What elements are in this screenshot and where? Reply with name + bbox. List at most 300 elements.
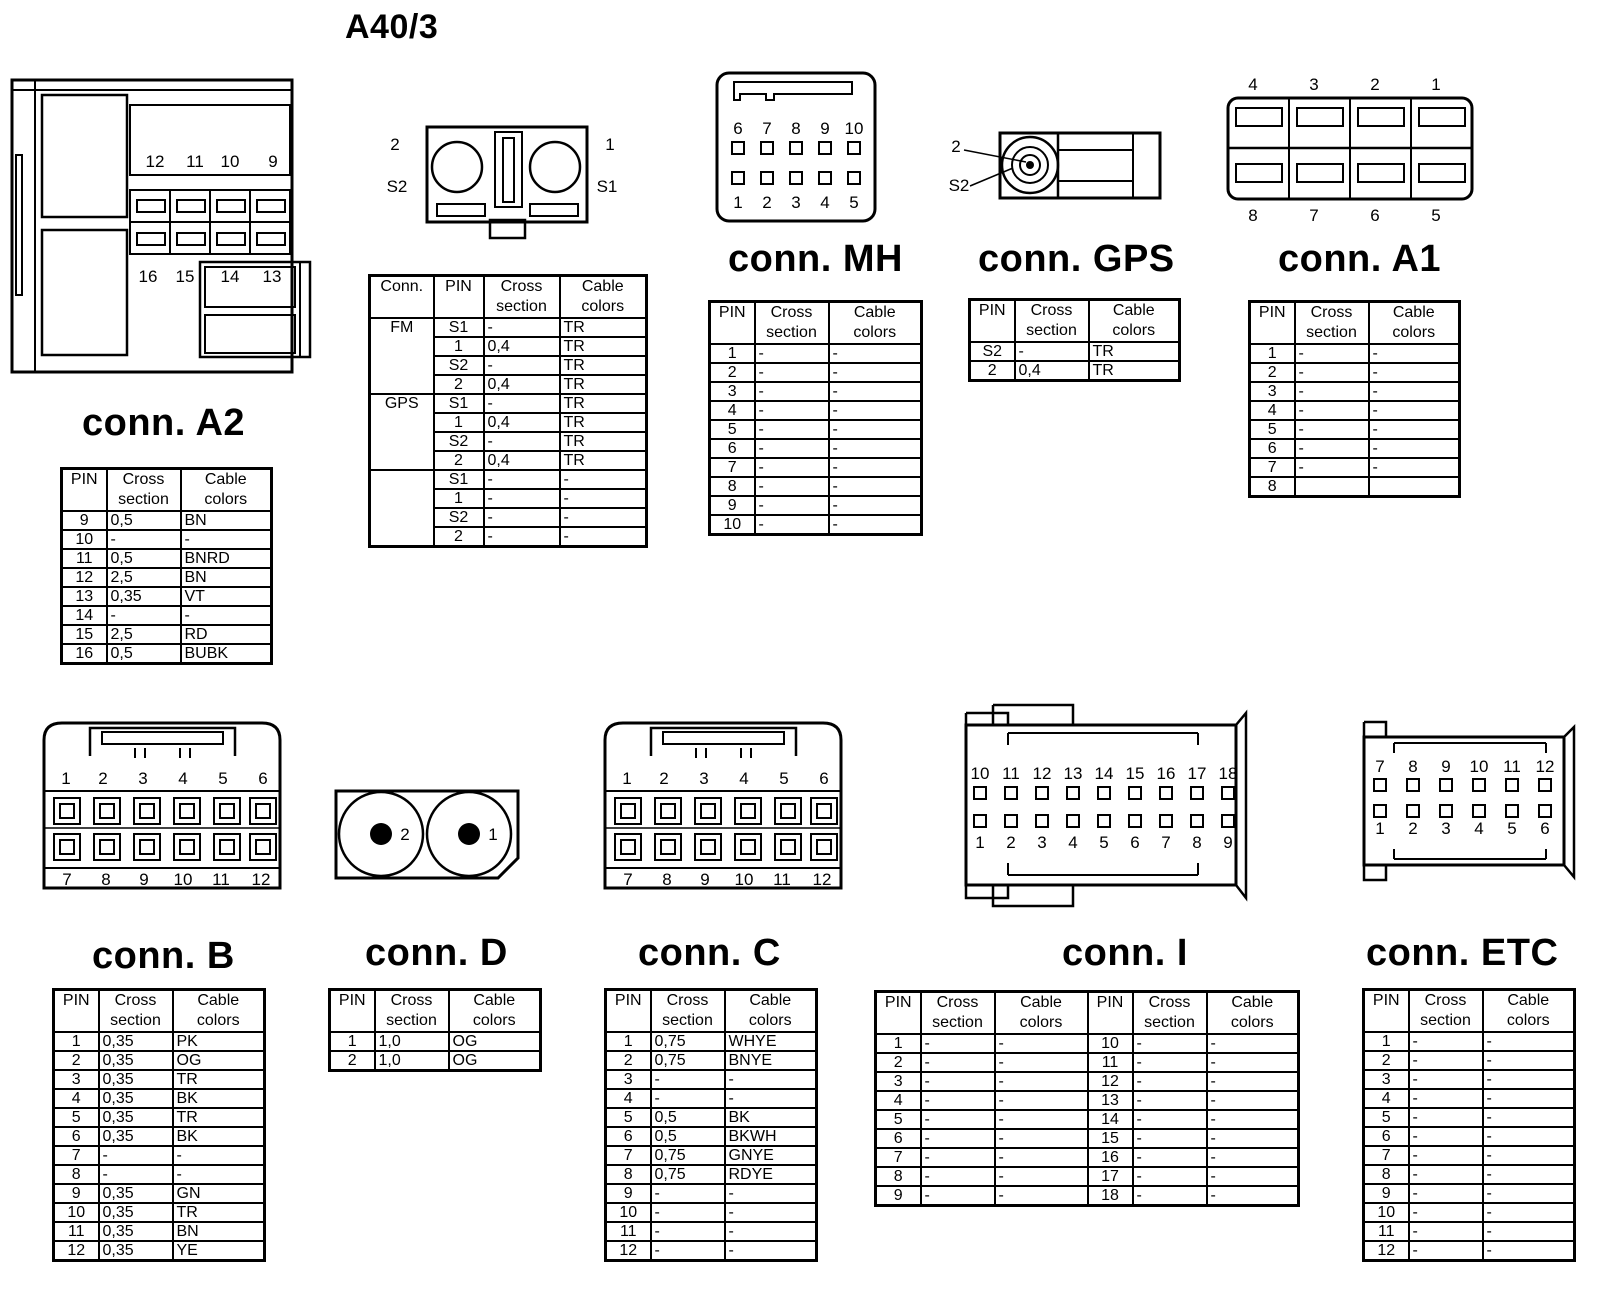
etc-pin-label: 7 <box>1375 757 1385 776</box>
cable-color-cell: TR <box>560 394 647 413</box>
cross-section-cell: - <box>651 1241 725 1261</box>
pin-cell: 18 <box>1088 1186 1133 1206</box>
a2-pin-label: 15 <box>175 267 195 286</box>
cable-color-cell: - <box>725 1222 817 1241</box>
col-colors: Cable colors <box>1483 990 1575 1033</box>
table-row <box>62 511 272 530</box>
table-row <box>606 1108 817 1127</box>
cable-color-cell: - <box>995 1034 1088 1053</box>
cable-color-cell: BK <box>725 1108 817 1127</box>
pin-cell: 14 <box>62 606 107 625</box>
table-row <box>710 363 922 382</box>
cross-section-cell: - <box>1409 1089 1483 1108</box>
cable-color-cell: TR <box>560 318 647 337</box>
cable-color-cell: BKWH <box>725 1127 817 1146</box>
cross-section-cell: - <box>921 1072 995 1091</box>
a2-pin-label: 14 <box>220 267 240 286</box>
pin-cell: 2 <box>434 527 484 547</box>
connector-fm-gps-drawing <box>385 122 625 252</box>
c-pin-label: 7 <box>623 870 633 889</box>
cross-section-cell: 0,5 <box>107 549 181 568</box>
conn-a1-table <box>1248 300 1461 498</box>
cross-section-cell: - <box>1409 1108 1483 1127</box>
table-row <box>54 1241 265 1261</box>
pin-cell: 13 <box>1088 1091 1133 1110</box>
cable-color-cell: - <box>1369 382 1460 401</box>
pin-cell: 2 <box>606 1051 651 1070</box>
cross-section-cell: - <box>1409 1146 1483 1165</box>
table-row <box>1250 401 1460 420</box>
col-pin: PIN <box>970 300 1015 343</box>
table-row <box>876 1034 1299 1053</box>
a2-pin-label: 9 <box>268 152 278 171</box>
table-row <box>62 606 272 625</box>
table-row <box>970 342 1180 361</box>
cable-color-cell: BK <box>173 1089 265 1108</box>
pin-cell: 12 <box>606 1241 651 1261</box>
cable-color-cell: RD <box>181 625 272 644</box>
cross-section-cell: 0,35 <box>99 1070 173 1089</box>
pin-cell: 15 <box>62 625 107 644</box>
conn-c-title: conn. C <box>638 932 781 974</box>
cross-section-cell: 0,5 <box>651 1108 725 1127</box>
a1-pin-label: 8 <box>1248 206 1258 225</box>
cable-color-cell: - <box>725 1070 817 1089</box>
gps-pin-label: S2 <box>948 176 970 195</box>
cross-section-cell: - <box>755 439 829 458</box>
cross-section-cell: - <box>921 1167 995 1186</box>
pin-cell: 6 <box>876 1129 921 1148</box>
i-pin-label: 18 <box>1218 764 1238 783</box>
pin-cell: 5 <box>710 420 755 439</box>
table-row <box>54 1146 265 1165</box>
pin-cell: 16 <box>62 644 107 664</box>
cross-section-cell: - <box>651 1222 725 1241</box>
cable-color-cell: TR <box>560 451 647 470</box>
cable-color-cell: - <box>995 1091 1088 1110</box>
cross-section-cell: - <box>1133 1091 1207 1110</box>
table-row <box>1250 420 1460 439</box>
pin-cell: S2 <box>434 508 484 527</box>
group-cell: GPS <box>370 394 434 470</box>
table-row <box>970 361 1180 381</box>
pin-cell: 6 <box>1364 1127 1409 1146</box>
pin-cell: 5 <box>1364 1108 1409 1127</box>
pin-cell: 1 <box>1364 1032 1409 1051</box>
col-pin: PIN <box>710 302 755 345</box>
cable-color-cell: - <box>829 477 922 496</box>
c-pin-label: 1 <box>622 769 632 788</box>
cable-color-cell: RDYE <box>725 1165 817 1184</box>
connector-mh-drawing <box>712 70 882 230</box>
cross-section-cell: - <box>651 1203 725 1222</box>
pin-cell: 4 <box>1364 1089 1409 1108</box>
col-pin: PIN <box>1364 990 1409 1033</box>
fm-pin-label: 1 <box>605 135 615 154</box>
cable-color-cell: - <box>560 508 647 527</box>
pin-cell: 2 <box>434 375 484 394</box>
table-row <box>1250 363 1460 382</box>
a1-pin-label: 3 <box>1309 75 1319 94</box>
i-pin-label: 4 <box>1068 833 1078 852</box>
cable-color-cell: OG <box>449 1032 541 1051</box>
cable-color-cell: - <box>725 1089 817 1108</box>
pin-cell: 8 <box>876 1167 921 1186</box>
conn-mh-title: conn. MH <box>728 238 903 280</box>
table-row <box>54 1089 265 1108</box>
cable-color-cell: - <box>1483 1203 1575 1222</box>
cross-section-cell: - <box>99 1146 173 1165</box>
table-row <box>876 1186 1299 1206</box>
table-row <box>876 1110 1299 1129</box>
col-pin: PIN <box>876 992 921 1035</box>
pin-cell: 8 <box>54 1165 99 1184</box>
table-row <box>1364 1165 1575 1184</box>
pin-cell: 3 <box>606 1070 651 1089</box>
col-colors: Cable colors <box>181 469 272 512</box>
cable-color-cell: - <box>1483 1032 1575 1051</box>
a2-pin-label: 13 <box>262 267 282 286</box>
table-row <box>710 458 922 477</box>
pin-cell: 10 <box>606 1203 651 1222</box>
cable-color-cell: - <box>1207 1167 1299 1186</box>
i-pin-label: 1 <box>975 833 985 852</box>
table-row <box>370 394 647 413</box>
table-row <box>1250 477 1460 497</box>
cable-color-cell: - <box>173 1146 265 1165</box>
etc-pin-label: 6 <box>1540 819 1550 838</box>
pin-cell: 12 <box>62 568 107 587</box>
table-row <box>54 1165 265 1184</box>
cable-color-cell: - <box>1483 1222 1575 1241</box>
a2-pin-label: 16 <box>138 267 158 286</box>
cross-section-cell: - <box>484 394 560 413</box>
col-pin: PIN <box>330 990 375 1033</box>
table-row <box>62 644 272 664</box>
cable-color-cell: - <box>1207 1110 1299 1129</box>
cable-color-cell: PK <box>173 1032 265 1051</box>
cable-color-cell: - <box>725 1184 817 1203</box>
etc-pin-label: 8 <box>1408 757 1418 776</box>
gps-pin-label: 2 <box>951 137 961 156</box>
cross-section-cell: 0,75 <box>651 1051 725 1070</box>
pin-cell: 15 <box>1088 1129 1133 1148</box>
pin-cell: 5 <box>876 1110 921 1129</box>
table-row <box>876 1091 1299 1110</box>
cross-section-cell: - <box>1015 342 1089 361</box>
table-row <box>1364 1089 1575 1108</box>
mh-pin-label: 3 <box>791 193 801 212</box>
mh-pin-label: 2 <box>762 193 772 212</box>
connector-a1-drawing <box>1225 72 1485 232</box>
pin-cell: 2 <box>710 363 755 382</box>
cross-section-cell: - <box>484 356 560 375</box>
cable-color-cell: - <box>1207 1053 1299 1072</box>
col-pin: PIN <box>606 990 651 1033</box>
table-row <box>62 568 272 587</box>
cable-color-cell: YE <box>173 1241 265 1261</box>
col-pin: PIN <box>1088 992 1133 1035</box>
cable-color-cell: - <box>1369 363 1460 382</box>
b-pin-label: 10 <box>173 870 193 889</box>
table-row <box>606 1241 817 1261</box>
col-pin: PIN <box>62 469 107 512</box>
table-row <box>606 1222 817 1241</box>
cable-color-cell: - <box>725 1203 817 1222</box>
connector-d-drawing <box>333 788 523 883</box>
a1-pin-label: 6 <box>1370 206 1380 225</box>
d-pin-label: 1 <box>488 825 498 844</box>
cable-color-cell: - <box>1483 1184 1575 1203</box>
conn-gps-table <box>968 298 1181 382</box>
conn-i-title: conn. I <box>1062 932 1188 974</box>
cable-color-cell: WHYE <box>725 1032 817 1051</box>
table-row <box>1250 382 1460 401</box>
cross-section-cell: - <box>755 344 829 363</box>
etc-pin-label: 2 <box>1408 819 1418 838</box>
cable-color-cell: BK <box>173 1127 265 1146</box>
table-row <box>710 401 922 420</box>
cable-color-cell: GNYE <box>725 1146 817 1165</box>
col-cross: Cross section <box>375 990 449 1033</box>
cross-section-cell: - <box>1295 382 1369 401</box>
cross-section-cell: - <box>755 477 829 496</box>
col-colors: Cable colors <box>1369 302 1460 345</box>
cross-section-cell: 0,4 <box>484 413 560 432</box>
b-pin-label: 9 <box>139 870 149 889</box>
cable-color-cell: - <box>995 1110 1088 1129</box>
cross-section-cell: 0,35 <box>99 1051 173 1070</box>
cross-section-cell: - <box>651 1184 725 1203</box>
pin-cell: 7 <box>710 458 755 477</box>
a2-pin-label: 10 <box>220 152 240 171</box>
cross-section-cell: - <box>921 1091 995 1110</box>
col-colors: Cable colors <box>449 990 541 1033</box>
table-row <box>710 515 922 535</box>
table-row <box>876 1129 1299 1148</box>
pin-cell: 7 <box>1364 1146 1409 1165</box>
pin-cell: 4 <box>606 1089 651 1108</box>
pin-cell: 11 <box>62 549 107 568</box>
cable-color-cell: OG <box>449 1051 541 1071</box>
pin-cell: 1 <box>434 489 484 508</box>
cross-section-cell: 0,5 <box>651 1127 725 1146</box>
cross-section-cell: - <box>1133 1053 1207 1072</box>
pin-cell: 1 <box>434 413 484 432</box>
b-pin-label: 5 <box>218 769 228 788</box>
i-pin-label: 9 <box>1223 833 1233 852</box>
i-pin-label: 14 <box>1094 764 1114 783</box>
etc-pin-label: 10 <box>1469 757 1489 776</box>
cross-section-cell: - <box>1133 1167 1207 1186</box>
table-row <box>1364 1032 1575 1051</box>
cross-section-cell: 0,4 <box>1015 361 1089 381</box>
pin-cell: 8 <box>710 477 755 496</box>
pin-cell: 7 <box>1250 458 1295 477</box>
pin-cell: 3 <box>876 1072 921 1091</box>
table-row <box>62 625 272 644</box>
cross-section-cell: 0,5 <box>107 511 181 530</box>
pin-cell: 11 <box>1364 1222 1409 1241</box>
cable-color-cell: - <box>829 401 922 420</box>
cross-section-cell: 1,0 <box>375 1032 449 1051</box>
conn-b-title: conn. B <box>92 935 235 977</box>
i-pin-label: 6 <box>1130 833 1140 852</box>
cable-color-cell: BNRD <box>181 549 272 568</box>
a2-pin-label: 11 <box>186 152 204 171</box>
table-row <box>1364 1051 1575 1070</box>
pin-cell: 10 <box>62 530 107 549</box>
table-row <box>54 1032 265 1051</box>
cross-section-cell: - <box>484 432 560 451</box>
pin-cell: 1 <box>434 337 484 356</box>
pin-cell: 1 <box>330 1032 375 1051</box>
cross-section-cell: 0,75 <box>651 1032 725 1051</box>
pin-cell: 6 <box>54 1127 99 1146</box>
table-row <box>330 1051 541 1071</box>
cable-color-cell: - <box>829 515 922 535</box>
conn-a1-title: conn. A1 <box>1278 238 1442 280</box>
cross-section-cell: 2,5 <box>107 568 181 587</box>
table-row <box>54 1222 265 1241</box>
pin-cell: 1 <box>606 1032 651 1051</box>
table-row <box>1364 1146 1575 1165</box>
cable-color-cell: - <box>1369 344 1460 363</box>
cable-color-cell: - <box>995 1186 1088 1206</box>
i-pin-label: 5 <box>1099 833 1109 852</box>
i-pin-label: 15 <box>1125 764 1145 783</box>
col-colors: Cable colors <box>1089 300 1180 343</box>
pin-cell: 8 <box>1250 477 1295 497</box>
i-pin-label: 8 <box>1192 833 1202 852</box>
cross-section-cell: - <box>99 1165 173 1184</box>
cable-color-cell: - <box>173 1165 265 1184</box>
conn-etc-title: conn. ETC <box>1366 932 1559 974</box>
table-row <box>54 1051 265 1070</box>
table-row <box>1364 1203 1575 1222</box>
conn-a2-title: conn. A2 <box>82 402 246 444</box>
pin-cell: 3 <box>1250 382 1295 401</box>
cross-section-cell: - <box>107 530 181 549</box>
cable-color-cell: TR <box>560 337 647 356</box>
cable-color-cell: TR <box>173 1070 265 1089</box>
table-row <box>1364 1108 1575 1127</box>
col-colors: Cable colors <box>995 992 1088 1035</box>
connector-etc-drawing <box>1356 717 1586 887</box>
pin-cell: 13 <box>62 587 107 606</box>
col-pin: PIN <box>54 990 99 1033</box>
cable-color-cell: - <box>181 530 272 549</box>
mh-pin-label: 8 <box>791 119 801 138</box>
cross-section-cell: 2,5 <box>107 625 181 644</box>
table-row <box>54 1127 265 1146</box>
cross-section-cell: 0,4 <box>484 375 560 394</box>
table-row <box>606 1165 817 1184</box>
pin-cell: 8 <box>1364 1165 1409 1184</box>
etc-pin-label: 11 <box>1503 757 1521 776</box>
col-colors: Cable colors <box>560 276 647 319</box>
pin-cell: 5 <box>54 1108 99 1127</box>
cable-color-cell: - <box>181 606 272 625</box>
conn-i-table <box>874 990 1300 1207</box>
pin-cell: 7 <box>876 1148 921 1167</box>
cross-section-cell: - <box>651 1089 725 1108</box>
pin-cell: 1 <box>1250 344 1295 363</box>
c-pin-label: 3 <box>699 769 709 788</box>
table-row <box>1364 1127 1575 1146</box>
cross-section-cell: - <box>921 1186 995 1206</box>
cable-color-cell: VT <box>181 587 272 606</box>
cross-section-cell: 0,4 <box>484 337 560 356</box>
table-row <box>1250 344 1460 363</box>
i-pin-label: 3 <box>1037 833 1047 852</box>
b-pin-label: 11 <box>212 870 230 889</box>
etc-pin-label: 4 <box>1474 819 1484 838</box>
cable-color-cell: - <box>995 1072 1088 1091</box>
cross-section-cell: 0,35 <box>99 1108 173 1127</box>
pin-cell: 14 <box>1088 1110 1133 1129</box>
cross-section-cell: - <box>107 606 181 625</box>
cross-section-cell: - <box>484 318 560 337</box>
conn-mh-table <box>708 300 923 536</box>
cable-color-cell: TR <box>173 1108 265 1127</box>
c-pin-label: 4 <box>739 769 749 788</box>
cable-color-cell: TR <box>560 432 647 451</box>
b-pin-label: 3 <box>138 769 148 788</box>
i-pin-label: 13 <box>1063 764 1083 783</box>
connector-b-drawing <box>40 718 285 893</box>
cross-section-cell: - <box>1133 1148 1207 1167</box>
cable-color-cell: - <box>1483 1051 1575 1070</box>
col-colors: Cable colors <box>1207 992 1299 1035</box>
pin-cell: 10 <box>54 1203 99 1222</box>
pin-cell: 12 <box>1364 1241 1409 1261</box>
cross-section-cell: - <box>755 515 829 535</box>
table-row <box>876 1167 1299 1186</box>
cross-section-cell: - <box>921 1129 995 1148</box>
cable-color-cell: GN <box>173 1184 265 1203</box>
table-row <box>54 1070 265 1089</box>
pin-cell: 2 <box>970 361 1015 381</box>
cross-section-cell: 0,75 <box>651 1146 725 1165</box>
table-row <box>876 1072 1299 1091</box>
c-pin-label: 11 <box>773 870 791 889</box>
c-pin-label: 12 <box>812 870 832 889</box>
cable-color-cell: - <box>725 1241 817 1261</box>
pin-cell: 9 <box>54 1184 99 1203</box>
table-row <box>606 1032 817 1051</box>
mh-pin-label: 9 <box>820 119 830 138</box>
cross-section-cell: 0,35 <box>99 1222 173 1241</box>
pin-cell: 1 <box>876 1034 921 1053</box>
cable-color-cell: - <box>995 1167 1088 1186</box>
pin-cell: 9 <box>710 496 755 515</box>
pin-cell: 16 <box>1088 1148 1133 1167</box>
table-row <box>606 1184 817 1203</box>
etc-pin-label: 12 <box>1535 757 1555 776</box>
table-row <box>1250 439 1460 458</box>
cable-color-cell: - <box>829 382 922 401</box>
fm-pin-label: S2 <box>386 177 408 196</box>
table-row <box>606 1089 817 1108</box>
col-cross: Cross section <box>1015 300 1089 343</box>
cable-color-cell: - <box>829 363 922 382</box>
a1-pin-label: 2 <box>1370 75 1380 94</box>
etc-pin-label: 3 <box>1441 819 1451 838</box>
c-pin-label: 10 <box>734 870 754 889</box>
cross-section-cell <box>1295 477 1369 497</box>
table-row <box>330 1032 541 1051</box>
